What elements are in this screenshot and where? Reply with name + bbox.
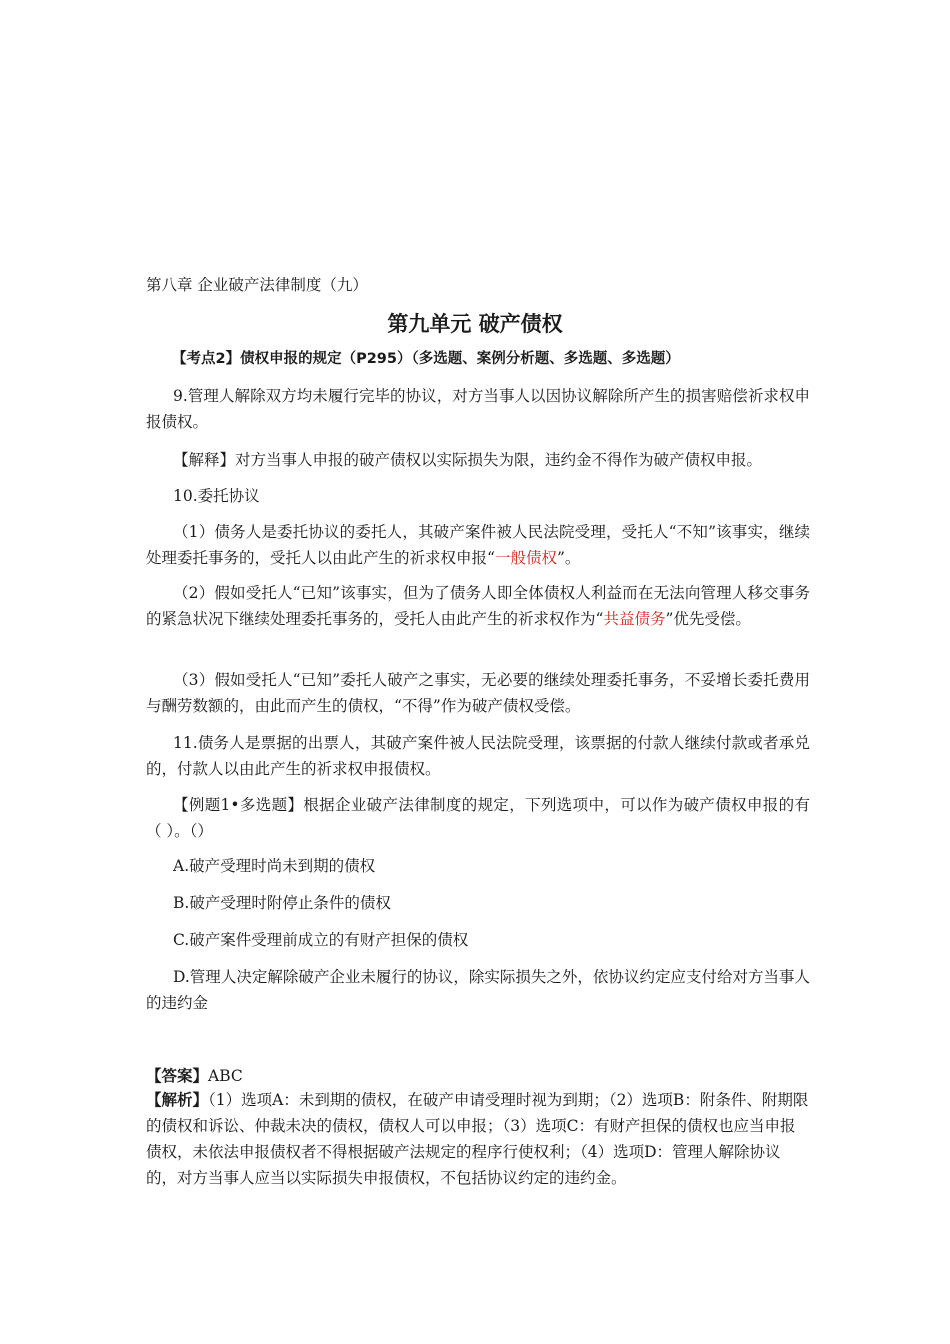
explanation-paragraph [146, 447, 810, 473]
paragraph-11: 11.债务人是票据的出票人，其破产案件被人民法院受理，该票据的付款人继续付款或者承兑的，付款人以由此产生的祈求权申报债权。 [146, 734, 810, 778]
item-2-text: （2）假如受托人“已知”该事实，但为了债务人即全体债权人利益而在无法向管理人移交事务的紧急状况下继续处理委托事务的，受托人由此产生的祈求权作为“ [146, 584, 810, 628]
option-d: D.管理人决定解除破产企业未履行的协议，除实际损失之外，依协议约定应支付给对方当事人的违约金 [146, 968, 810, 1012]
item-2-tail: ”优先受偿。 [665, 610, 751, 628]
item-1-text: （1）债务人是委托协议的委托人，其破产案件被人民法院受理，受托人“不知”该事实，继续处理委托事务的，受托人以由此产生的祈求权申报“ [146, 523, 810, 567]
option-c: C.破产案件受理前成立的有财产担保的债权 [173, 931, 469, 949]
item-1-tail: ”。 [556, 549, 581, 567]
exam-point-heading: 【考点2】债权申报的规定（P295）（多选题、案例分析题、多选题、多选题） [172, 351, 680, 367]
item-1 [146, 519, 810, 571]
analysis-label: 【解析】 [146, 1091, 209, 1109]
example-text: 根据企业破产法律制度的规定，下列选项中，可以作为破产债权申报的有（ ）。（） [146, 796, 810, 840]
highlight-common-debt: 共益债务 [603, 610, 666, 628]
analysis-paragraph [146, 1087, 810, 1191]
answer-label: 【答案】 [146, 1067, 209, 1085]
paragraph-10: 10.委托协议 [173, 487, 260, 505]
unit-title: 第九单元 破产债权 [387, 312, 563, 336]
highlight-general-claim: 一般债权 [494, 549, 557, 567]
analysis-text: （1）选项A：未到期的债权，在破产申请受理时视为到期；（2）选项B：附条件、附期限的债权和诉讼、仲裁未决的债权，债权人可以申报；（3）选项C：有财产担保的债权也应当申报债权，未依法申报债权者不得根据破产法规定的程序行使权利；（4）选项D：管理人解除协议的，对方当事人应当以实际损失申报债权，不包括协议约定的违约金。 [146, 1091, 809, 1187]
option-b: B.破产受理时附停止条件的债权 [173, 894, 391, 912]
answer-line [146, 1063, 810, 1089]
item-2 [146, 580, 810, 632]
example-label: 【例题1•多选题】 [173, 796, 304, 814]
option-a: A.破产受理时尚未到期的债权 [173, 857, 376, 875]
item-3: （3）假如受托人“已知”委托人破产之事实，无必要的继续处理委托事务，不妥增长委托费用与酬劳数额的，由此而产生的债权，“不得”作为破产债权受偿。 [146, 671, 810, 715]
chapter-heading: 第八章 企业破产法律制度（九） [146, 276, 368, 294]
answer-value: ABC [208, 1067, 243, 1085]
example-question [146, 792, 810, 844]
explanation-label: 【解释】 [173, 451, 236, 469]
explanation-text: 对方当事人申报的破产债权以实际损失为限，违约金不得作为破产债权申报。 [235, 451, 763, 469]
paragraph-9: 9.管理人解除双方均未履行完毕的协议，对方当事人以因协议解除所产生的损害赔偿祈求权申报债权。 [146, 387, 810, 431]
